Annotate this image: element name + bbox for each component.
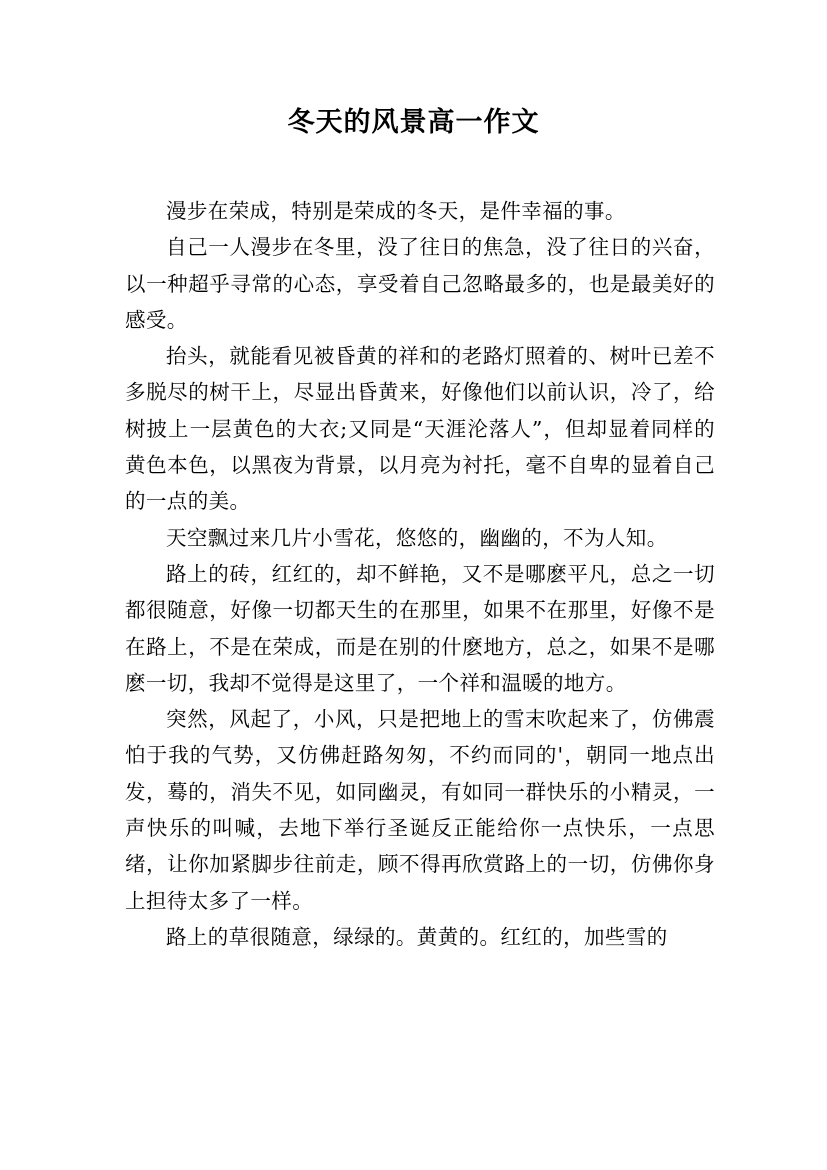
paragraph: 漫步在荣成，特别是荣成的冬天，是件幸福的事。 [166,199,626,223]
paragraph: 突然，风起了，小风，只是把地上的雪末吹起来了，仿佛震怕于我的气势，又仿佛赶路匆匆，不约而同的'，朝同一地点出发，蓦的，消失不见，如同幽灵，有如同一群快乐的小精灵，一声快乐的叫喊，去地下举行圣诞反正能给你一点快乐，一点思绪，让你加紧脚步往前走，顾不得再欣赏路上的一切，仿佛你身上担待太多了一样。 [125,707,715,913]
document-body [125,193,715,955]
document-title: 冬天的风景高一作文 [287,107,540,138]
paragraph: 抬头，就能看见被昏黄的祥和的老路灯照着的、树叶已差不多脱尽的树干上，尽显出昏黄来，好像他们以前认识，冷了，给树披上一层黄色的大衣;又同是“天涯沦落人”，但却显着同样的黄色本色，以黑夜为背景，以月亮为衬托，毫不自卑的显着自己的一点的美。 [125,344,715,514]
paragraph: 路上的砖，红红的，却不鲜艳，又不是哪麽平凡，总之一切都很随意，好像一切都天生的在那里，如果不在那里，好像不是在路上，不是在荣成，而是在别的什麽地方，总之，如果不是哪麽一切，我却不觉得是这里了，一个祥和温暖的地方。 [125,561,715,695]
paragraph: 自己一人漫步在冬里，没了往日的焦急，没了往日的兴奋，以一种超乎寻常的心态，享受着自己忽略最多的，也是最美好的感受。 [125,235,715,332]
paragraph: 天空飘过来几片小雪花，悠悠的，幽幽的，不为人知。 [166,525,668,550]
paragraph: 路上的草很随意，绿绿的。黄黄的。红红的，加些雪的 [166,924,668,949]
